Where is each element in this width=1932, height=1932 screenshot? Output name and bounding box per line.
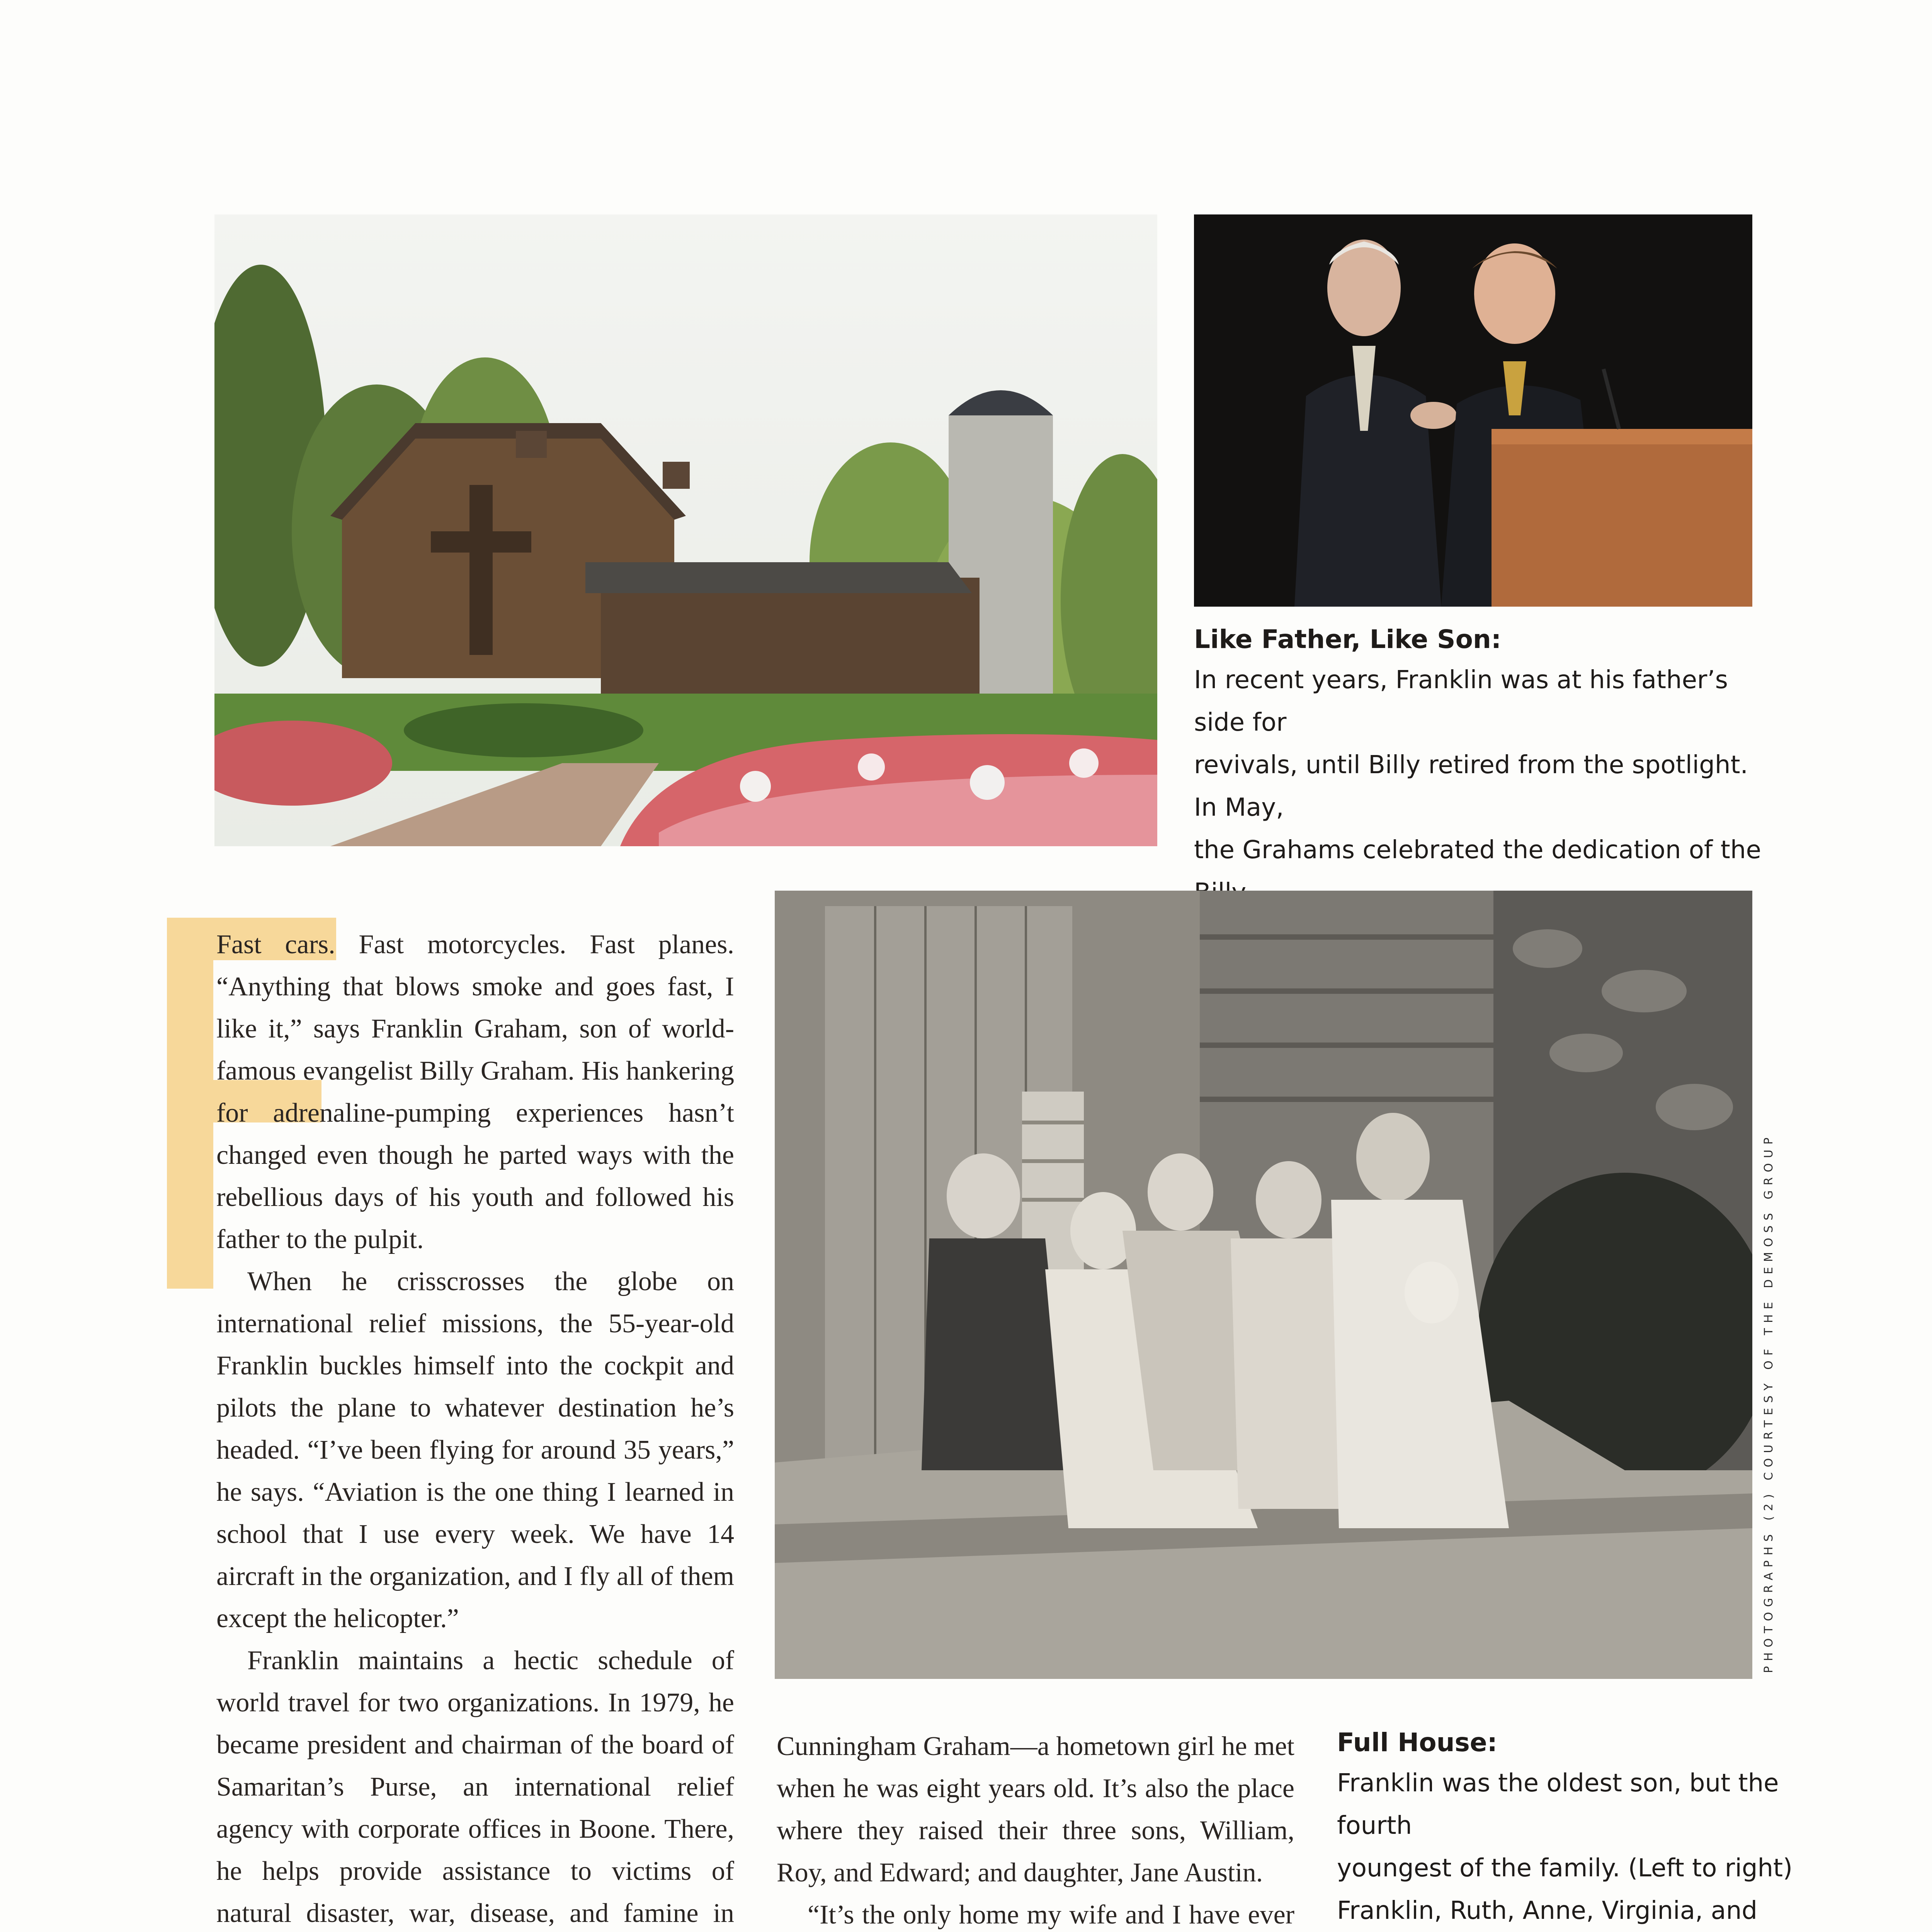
father-son-photo xyxy=(1194,214,1752,607)
bottom-caption-line: Franklin, Ruth, Anne, Virginia, and xyxy=(1337,1896,1757,1925)
top-caption-title: Like Father, Like Son: xyxy=(1194,624,1502,654)
top-caption-line: the Grahams celebrated the dedication of the xyxy=(1194,836,1761,864)
bottom-caption-title: Full House: xyxy=(1337,1728,1498,1757)
library-photo xyxy=(214,214,1157,846)
bottom-caption xyxy=(1337,1723,1839,1932)
article-column-2 xyxy=(777,1725,1294,1932)
top-caption-line: In recent years, Franklin was at his father’s side for xyxy=(1194,666,1728,737)
bottom-caption-line: Franklin was the oldest son, but the fourth xyxy=(1337,1769,1779,1840)
article-paragraph: When he crisscrosses the globe on international relief missions, the 55-year-old Franklin buckles himself into the cockpit and pilots the plane to whatever destination he’s headed. “I’ve been flying for around 35 years,” he says. “Aviation is the one thing I learned in school that I use every week. We have 14 aircraft in the organization, and I fly all of them except the helicopter.” xyxy=(216,1267,734,1633)
family-photo xyxy=(775,891,1752,1679)
article-paragraph: Cunningham Graham—a hometown girl he met when he was eight years old. It’s also the place where they raised their three sons, William, Roy, and Edward; and daughter, Jane Austin. xyxy=(777,1731,1294,1888)
article-paragraph: Fast cars. Fast motorcycles. Fast planes. “Anything that blows smoke and goes fast, I like it,” says Franklin Graham, son of world-famous evangelist Billy Graham. His hankering for adrenaline-pumping experiences hasn’t changed even though he parted ways with the rebellious days of his youth and followed his father to the pulpit. xyxy=(216,930,734,1254)
photo-credit: PHOTOGRAPHS (2) COURTESY OF THE DEMOSS GROUP xyxy=(1762,1133,1776,1673)
bottom-caption-line: youngest of the family. (Left to right) xyxy=(1337,1854,1793,1883)
article-paragraph: Franklin maintains a hectic schedule of world travel for two organizations. In 1979, he became president and chairman of the board of Samaritan’s Purse, an international relief agency with corporate offices in Boone. There, he helps provide assistance to victims of natural disaster, war, disease, and famine in xyxy=(216,1646,734,1928)
article-paragraph: “It’s the only home my wife and I have ever xyxy=(808,1900,1294,1930)
top-caption-line: revivals, until Billy retired from the spotlight. In May, xyxy=(1194,751,1748,822)
article-column-1 xyxy=(216,923,734,1932)
